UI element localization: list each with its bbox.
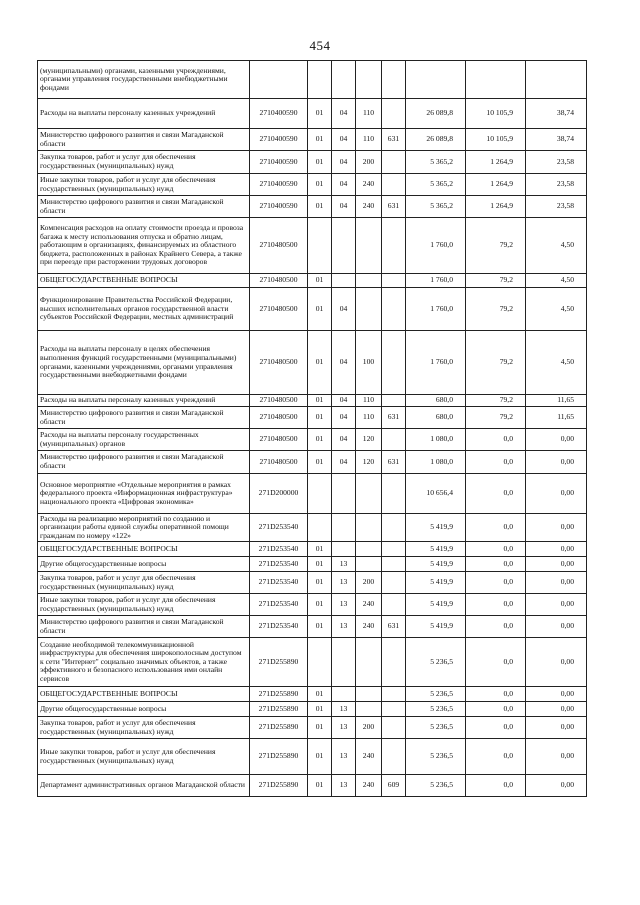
subsection-code-cell: 13 bbox=[332, 594, 356, 616]
table-body bbox=[38, 61, 587, 797]
planned-amount-cell: 680,0 bbox=[406, 407, 466, 429]
table-row bbox=[38, 557, 587, 572]
section-code-cell: 01 bbox=[308, 129, 332, 151]
row-name-cell: Создание необходимой телекоммуникационной инфраструктуры для обеспечения широкополосным доступом к сети "Интернет" социально значимых объектов, а также эффективного и безопасного использования ими онлайн сервисов bbox=[38, 638, 250, 687]
actual-amount-cell: 10 105,9 bbox=[466, 99, 526, 129]
subsection-code-cell: 04 bbox=[332, 407, 356, 429]
subsection-code-cell: 04 bbox=[332, 129, 356, 151]
kbk-code-cell: 2710480500 bbox=[250, 451, 308, 474]
kbk-code-cell: 2710480500 bbox=[250, 218, 308, 274]
ministry-code-cell bbox=[382, 572, 406, 594]
subsection-code-cell bbox=[332, 514, 356, 542]
kbk-code-cell: 271D255890 bbox=[250, 717, 308, 739]
section-code-cell: 01 bbox=[308, 407, 332, 429]
planned-amount-cell: 5 419,9 bbox=[406, 542, 466, 557]
ministry-code-cell bbox=[382, 61, 406, 99]
section-code-cell bbox=[308, 218, 332, 274]
percent-executed-cell: 11,65 bbox=[526, 407, 587, 429]
expense-type-code-cell bbox=[356, 638, 382, 687]
percent-executed-cell: 0,00 bbox=[526, 687, 587, 702]
table-row bbox=[38, 474, 587, 514]
subsection-code-cell bbox=[332, 638, 356, 687]
row-name-cell: (муниципальными) органами, казенными учреждениями, органами управления государственными внебюджетными фондами bbox=[38, 61, 250, 99]
percent-executed-cell: 23,58 bbox=[526, 196, 587, 218]
budget-table bbox=[37, 60, 587, 797]
actual-amount-cell: 1 264,9 bbox=[466, 196, 526, 218]
table-row bbox=[38, 451, 587, 474]
row-name-cell: Расходы на реализацию мероприятий по созданию и организации работы единой службы оперативной помощи гражданам по номеру «122» bbox=[38, 514, 250, 542]
actual-amount-cell: 79,2 bbox=[466, 407, 526, 429]
kbk-code-cell: 271D255890 bbox=[250, 702, 308, 717]
table-row bbox=[38, 542, 587, 557]
ministry-code-cell bbox=[382, 429, 406, 451]
kbk-code-cell: 2710480500 bbox=[250, 407, 308, 429]
actual-amount-cell: 79,2 bbox=[466, 218, 526, 274]
ministry-code-cell bbox=[382, 702, 406, 717]
section-code-cell: 01 bbox=[308, 395, 332, 407]
section-code-cell: 01 bbox=[308, 557, 332, 572]
actual-amount-cell: 0,0 bbox=[466, 594, 526, 616]
ministry-code-cell bbox=[382, 288, 406, 331]
expense-type-code-cell: 110 bbox=[356, 395, 382, 407]
row-name-cell: Расходы на выплаты персоналу в целях обеспечения выполнения функций государственными (муниципальными) органами, казенными учреждениями, органами управления государственными внебюджетными фондами bbox=[38, 331, 250, 395]
subsection-code-cell: 13 bbox=[332, 557, 356, 572]
planned-amount-cell: 5 236,5 bbox=[406, 717, 466, 739]
actual-amount-cell: 79,2 bbox=[466, 288, 526, 331]
planned-amount-cell bbox=[406, 61, 466, 99]
row-name-cell: Департамент административных органов Магаданской области bbox=[38, 775, 250, 797]
section-code-cell: 01 bbox=[308, 687, 332, 702]
planned-amount-cell: 1 760,0 bbox=[406, 218, 466, 274]
ministry-code-cell bbox=[382, 542, 406, 557]
section-code-cell bbox=[308, 638, 332, 687]
percent-executed-cell: 11,65 bbox=[526, 395, 587, 407]
actual-amount-cell: 0,0 bbox=[466, 514, 526, 542]
ministry-code-cell bbox=[382, 151, 406, 174]
kbk-code-cell: 271D200000 bbox=[250, 474, 308, 514]
row-name-cell: Расходы на выплаты персоналу казенных учреждений bbox=[38, 395, 250, 407]
planned-amount-cell: 5 365,2 bbox=[406, 174, 466, 196]
kbk-code-cell: 2710480500 bbox=[250, 288, 308, 331]
planned-amount-cell: 5 236,5 bbox=[406, 739, 466, 775]
percent-executed-cell: 0,00 bbox=[526, 702, 587, 717]
section-code-cell: 01 bbox=[308, 594, 332, 616]
section-code-cell bbox=[308, 474, 332, 514]
actual-amount-cell: 0,0 bbox=[466, 616, 526, 638]
expense-type-code-cell: 240 bbox=[356, 196, 382, 218]
section-code-cell bbox=[308, 61, 332, 99]
row-name-cell: ОБЩЕГОСУДАРСТВЕННЫЕ ВОПРОСЫ bbox=[38, 274, 250, 288]
row-name-cell: ОБЩЕГОСУДАРСТВЕННЫЕ ВОПРОСЫ bbox=[38, 687, 250, 702]
subsection-code-cell: 04 bbox=[332, 331, 356, 395]
kbk-code-cell: 271D255890 bbox=[250, 687, 308, 702]
expense-type-code-cell bbox=[356, 274, 382, 288]
percent-executed-cell: 0,00 bbox=[526, 775, 587, 797]
planned-amount-cell: 26 089,8 bbox=[406, 99, 466, 129]
expense-type-code-cell: 240 bbox=[356, 594, 382, 616]
table-row bbox=[38, 288, 587, 331]
expense-type-code-cell bbox=[356, 557, 382, 572]
planned-amount-cell: 5 236,5 bbox=[406, 687, 466, 702]
section-code-cell: 01 bbox=[308, 717, 332, 739]
percent-executed-cell: 0,00 bbox=[526, 717, 587, 739]
planned-amount-cell: 1 760,0 bbox=[406, 274, 466, 288]
actual-amount-cell: 0,0 bbox=[466, 702, 526, 717]
actual-amount-cell: 1 264,9 bbox=[466, 174, 526, 196]
actual-amount-cell: 79,2 bbox=[466, 331, 526, 395]
row-name-cell: Другие общегосударственные вопросы bbox=[38, 557, 250, 572]
actual-amount-cell: 0,0 bbox=[466, 739, 526, 775]
planned-amount-cell: 5 419,9 bbox=[406, 572, 466, 594]
ministry-code-cell: 631 bbox=[382, 451, 406, 474]
table-row bbox=[38, 174, 587, 196]
actual-amount-cell: 79,2 bbox=[466, 395, 526, 407]
kbk-code-cell: 2710400590 bbox=[250, 196, 308, 218]
kbk-code-cell: 2710400590 bbox=[250, 151, 308, 174]
row-name-cell: Закупка товаров, работ и услуг для обеспечения государственных (муниципальных) нужд bbox=[38, 572, 250, 594]
section-code-cell bbox=[308, 514, 332, 542]
subsection-code-cell bbox=[332, 274, 356, 288]
actual-amount-cell: 79,2 bbox=[466, 274, 526, 288]
subsection-code-cell: 04 bbox=[332, 151, 356, 174]
actual-amount-cell: 0,0 bbox=[466, 542, 526, 557]
percent-executed-cell: 4,50 bbox=[526, 331, 587, 395]
percent-executed-cell: 4,50 bbox=[526, 274, 587, 288]
kbk-code-cell: 271D253540 bbox=[250, 594, 308, 616]
expense-type-code-cell bbox=[356, 288, 382, 331]
expense-type-code-cell bbox=[356, 542, 382, 557]
row-name-cell: Министерство цифрового развития и связи Магаданской области bbox=[38, 129, 250, 151]
table-row bbox=[38, 775, 587, 797]
row-name-cell: Министерство цифрового развития и связи Магаданской области bbox=[38, 616, 250, 638]
subsection-code-cell bbox=[332, 687, 356, 702]
planned-amount-cell: 5 365,2 bbox=[406, 196, 466, 218]
planned-amount-cell: 5 419,9 bbox=[406, 616, 466, 638]
subsection-code-cell: 04 bbox=[332, 288, 356, 331]
percent-executed-cell: 0,00 bbox=[526, 542, 587, 557]
table-row bbox=[38, 395, 587, 407]
planned-amount-cell: 5 236,5 bbox=[406, 702, 466, 717]
subsection-code-cell: 04 bbox=[332, 451, 356, 474]
kbk-code-cell: 2710480500 bbox=[250, 395, 308, 407]
ministry-code-cell bbox=[382, 174, 406, 196]
kbk-code-cell: 2710480500 bbox=[250, 429, 308, 451]
subsection-code-cell: 13 bbox=[332, 717, 356, 739]
table-row bbox=[38, 429, 587, 451]
kbk-code-cell: 2710400590 bbox=[250, 129, 308, 151]
ministry-code-cell: 609 bbox=[382, 775, 406, 797]
ministry-code-cell bbox=[382, 557, 406, 572]
table-row bbox=[38, 687, 587, 702]
table-row bbox=[38, 616, 587, 638]
expense-type-code-cell bbox=[356, 61, 382, 99]
table-row bbox=[38, 514, 587, 542]
row-name-cell: Функционирование Правительства Российской Федерации, высших исполнительных органов государственной власти субъектов Российской Федерации, местных администраций bbox=[38, 288, 250, 331]
subsection-code-cell: 04 bbox=[332, 174, 356, 196]
expense-type-code-cell bbox=[356, 687, 382, 702]
expense-type-code-cell bbox=[356, 702, 382, 717]
percent-executed-cell: 0,00 bbox=[526, 514, 587, 542]
subsection-code-cell: 13 bbox=[332, 572, 356, 594]
section-code-cell: 01 bbox=[308, 174, 332, 196]
ministry-code-cell bbox=[382, 717, 406, 739]
section-code-cell: 01 bbox=[308, 429, 332, 451]
ministry-code-cell bbox=[382, 218, 406, 274]
subsection-code-cell bbox=[332, 218, 356, 274]
actual-amount-cell: 0,0 bbox=[466, 451, 526, 474]
percent-executed-cell: 0,00 bbox=[526, 429, 587, 451]
subsection-code-cell: 04 bbox=[332, 99, 356, 129]
kbk-code-cell bbox=[250, 61, 308, 99]
expense-type-code-cell: 240 bbox=[356, 174, 382, 196]
ministry-code-cell bbox=[382, 594, 406, 616]
actual-amount-cell: 10 105,9 bbox=[466, 129, 526, 151]
planned-amount-cell: 1 760,0 bbox=[406, 331, 466, 395]
expense-type-code-cell: 240 bbox=[356, 616, 382, 638]
page-number: 454 bbox=[309, 38, 331, 53]
table-row bbox=[38, 129, 587, 151]
planned-amount-cell: 5 419,9 bbox=[406, 514, 466, 542]
section-code-cell: 01 bbox=[308, 151, 332, 174]
percent-executed-cell: 0,00 bbox=[526, 451, 587, 474]
percent-executed-cell: 0,00 bbox=[526, 616, 587, 638]
expense-type-code-cell: 100 bbox=[356, 331, 382, 395]
row-name-cell: Закупка товаров, работ и услуг для обеспечения государственных (муниципальных) нужд bbox=[38, 717, 250, 739]
subsection-code-cell bbox=[332, 542, 356, 557]
percent-executed-cell: 0,00 bbox=[526, 572, 587, 594]
percent-executed-cell bbox=[526, 61, 587, 99]
kbk-code-cell: 2710480500 bbox=[250, 331, 308, 395]
actual-amount-cell: 0,0 bbox=[466, 429, 526, 451]
actual-amount-cell: 0,0 bbox=[466, 572, 526, 594]
row-name-cell: Закупка товаров, работ и услуг для обеспечения государственных (муниципальных) нужд bbox=[38, 151, 250, 174]
actual-amount-cell: 0,0 bbox=[466, 638, 526, 687]
actual-amount-cell: 0,0 bbox=[466, 717, 526, 739]
ministry-code-cell bbox=[382, 274, 406, 288]
kbk-code-cell: 271D255890 bbox=[250, 638, 308, 687]
kbk-code-cell: 271D253540 bbox=[250, 557, 308, 572]
ministry-code-cell bbox=[382, 99, 406, 129]
table-row bbox=[38, 151, 587, 174]
table-row bbox=[38, 572, 587, 594]
percent-executed-cell: 4,50 bbox=[526, 288, 587, 331]
actual-amount-cell: 0,0 bbox=[466, 474, 526, 514]
table-row bbox=[38, 594, 587, 616]
row-name-cell: Другие общегосударственные вопросы bbox=[38, 702, 250, 717]
ministry-code-cell: 631 bbox=[382, 196, 406, 218]
table-row bbox=[38, 99, 587, 129]
ministry-code-cell: 631 bbox=[382, 129, 406, 151]
planned-amount-cell: 5 419,9 bbox=[406, 594, 466, 616]
kbk-code-cell: 2710400590 bbox=[250, 174, 308, 196]
table-row bbox=[38, 274, 587, 288]
expense-type-code-cell: 200 bbox=[356, 717, 382, 739]
actual-amount-cell: 0,0 bbox=[466, 775, 526, 797]
table-row bbox=[38, 638, 587, 687]
row-name-cell: Иные закупки товаров, работ и услуг для обеспечения государственных (муниципальных) нужд bbox=[38, 739, 250, 775]
ministry-code-cell bbox=[382, 638, 406, 687]
planned-amount-cell: 680,0 bbox=[406, 395, 466, 407]
section-code-cell: 01 bbox=[308, 542, 332, 557]
percent-executed-cell: 4,50 bbox=[526, 218, 587, 274]
kbk-code-cell: 2710400590 bbox=[250, 99, 308, 129]
section-code-cell: 01 bbox=[308, 739, 332, 775]
row-name-cell: Иные закупки товаров, работ и услуг для обеспечения государственных (муниципальных) нужд bbox=[38, 174, 250, 196]
kbk-code-cell: 271D253540 bbox=[250, 514, 308, 542]
section-code-cell: 01 bbox=[308, 99, 332, 129]
planned-amount-cell: 10 656,4 bbox=[406, 474, 466, 514]
kbk-code-cell: 271D255890 bbox=[250, 739, 308, 775]
kbk-code-cell: 271D253540 bbox=[250, 616, 308, 638]
expense-type-code-cell bbox=[356, 514, 382, 542]
row-name-cell: Расходы на выплаты персоналу государственных (муниципальных) органов bbox=[38, 429, 250, 451]
planned-amount-cell: 5 236,5 bbox=[406, 775, 466, 797]
row-name-cell: ОБЩЕГОСУДАРСТВЕННЫЕ ВОПРОСЫ bbox=[38, 542, 250, 557]
section-code-cell: 01 bbox=[308, 451, 332, 474]
ministry-code-cell: 631 bbox=[382, 616, 406, 638]
section-code-cell: 01 bbox=[308, 616, 332, 638]
percent-executed-cell: 38,74 bbox=[526, 129, 587, 151]
kbk-code-cell: 2710480500 bbox=[250, 274, 308, 288]
table-row bbox=[38, 702, 587, 717]
table-row bbox=[38, 218, 587, 274]
expense-type-code-cell: 240 bbox=[356, 775, 382, 797]
subsection-code-cell: 04 bbox=[332, 429, 356, 451]
table-row bbox=[38, 407, 587, 429]
subsection-code-cell: 13 bbox=[332, 616, 356, 638]
percent-executed-cell: 38,74 bbox=[526, 99, 587, 129]
row-name-cell: Министерство цифрового развития и связи Магаданской области bbox=[38, 196, 250, 218]
ministry-code-cell bbox=[382, 331, 406, 395]
table-row bbox=[38, 196, 587, 218]
percent-executed-cell: 0,00 bbox=[526, 557, 587, 572]
expense-type-code-cell: 110 bbox=[356, 99, 382, 129]
planned-amount-cell: 5 236,5 bbox=[406, 638, 466, 687]
percent-executed-cell: 0,00 bbox=[526, 594, 587, 616]
expense-type-code-cell: 110 bbox=[356, 407, 382, 429]
row-name-cell: Министерство цифрового развития и связи Магаданской области bbox=[38, 407, 250, 429]
row-name-cell: Министерство цифрового развития и связи Магаданской области bbox=[38, 451, 250, 474]
section-code-cell: 01 bbox=[308, 331, 332, 395]
percent-executed-cell: 23,58 bbox=[526, 174, 587, 196]
ministry-code-cell bbox=[382, 514, 406, 542]
expense-type-code-cell: 200 bbox=[356, 151, 382, 174]
expense-type-code-cell: 240 bbox=[356, 739, 382, 775]
kbk-code-cell: 271D255890 bbox=[250, 775, 308, 797]
section-code-cell: 01 bbox=[308, 274, 332, 288]
ministry-code-cell bbox=[382, 395, 406, 407]
ministry-code-cell bbox=[382, 687, 406, 702]
row-name-cell: Компенсация расходов на оплату стоимости проезда и провоза багажа к месту использования отпуска и обратно лицам, работающим в организациях, финансируемых из областного бюджета, расположенных в районах Крайнего Севера, а также при переезде при расторжении трудовых договоров bbox=[38, 218, 250, 274]
subsection-code-cell bbox=[332, 61, 356, 99]
actual-amount-cell bbox=[466, 61, 526, 99]
row-name-cell: Иные закупки товаров, работ и услуг для обеспечения государственных (муниципальных) нужд bbox=[38, 594, 250, 616]
actual-amount-cell: 0,0 bbox=[466, 557, 526, 572]
table-row bbox=[38, 739, 587, 775]
ministry-code-cell bbox=[382, 474, 406, 514]
actual-amount-cell: 1 264,9 bbox=[466, 151, 526, 174]
row-name-cell: Расходы на выплаты персоналу казенных учреждений bbox=[38, 99, 250, 129]
table-row bbox=[38, 331, 587, 395]
section-code-cell: 01 bbox=[308, 702, 332, 717]
ministry-code-cell: 631 bbox=[382, 407, 406, 429]
percent-executed-cell: 23,58 bbox=[526, 151, 587, 174]
percent-executed-cell: 0,00 bbox=[526, 474, 587, 514]
row-name-cell: Основное мероприятие «Отдельные мероприятия в рамках федерального проекта «Информационная инфраструктура» национального проекта «Цифровая экономика» bbox=[38, 474, 250, 514]
ministry-code-cell bbox=[382, 739, 406, 775]
kbk-code-cell: 271D253540 bbox=[250, 542, 308, 557]
section-code-cell: 01 bbox=[308, 775, 332, 797]
section-code-cell: 01 bbox=[308, 196, 332, 218]
planned-amount-cell: 1 080,0 bbox=[406, 451, 466, 474]
expense-type-code-cell: 120 bbox=[356, 429, 382, 451]
subsection-code-cell: 13 bbox=[332, 775, 356, 797]
kbk-code-cell: 271D253540 bbox=[250, 572, 308, 594]
planned-amount-cell: 5 419,9 bbox=[406, 557, 466, 572]
table-row bbox=[38, 717, 587, 739]
table-row bbox=[38, 61, 587, 99]
subsection-code-cell: 04 bbox=[332, 395, 356, 407]
expense-type-code-cell: 120 bbox=[356, 451, 382, 474]
percent-executed-cell: 0,00 bbox=[526, 638, 587, 687]
percent-executed-cell: 0,00 bbox=[526, 739, 587, 775]
section-code-cell: 01 bbox=[308, 288, 332, 331]
expense-type-code-cell bbox=[356, 474, 382, 514]
actual-amount-cell: 0,0 bbox=[466, 687, 526, 702]
planned-amount-cell: 5 365,2 bbox=[406, 151, 466, 174]
planned-amount-cell: 1 080,0 bbox=[406, 429, 466, 451]
subsection-code-cell: 04 bbox=[332, 196, 356, 218]
expense-type-code-cell: 110 bbox=[356, 129, 382, 151]
subsection-code-cell: 13 bbox=[332, 739, 356, 775]
planned-amount-cell: 26 089,8 bbox=[406, 129, 466, 151]
subsection-code-cell: 13 bbox=[332, 702, 356, 717]
section-code-cell: 01 bbox=[308, 572, 332, 594]
expense-type-code-cell bbox=[356, 218, 382, 274]
expense-type-code-cell: 200 bbox=[356, 572, 382, 594]
subsection-code-cell bbox=[332, 474, 356, 514]
planned-amount-cell: 1 760,0 bbox=[406, 288, 466, 331]
